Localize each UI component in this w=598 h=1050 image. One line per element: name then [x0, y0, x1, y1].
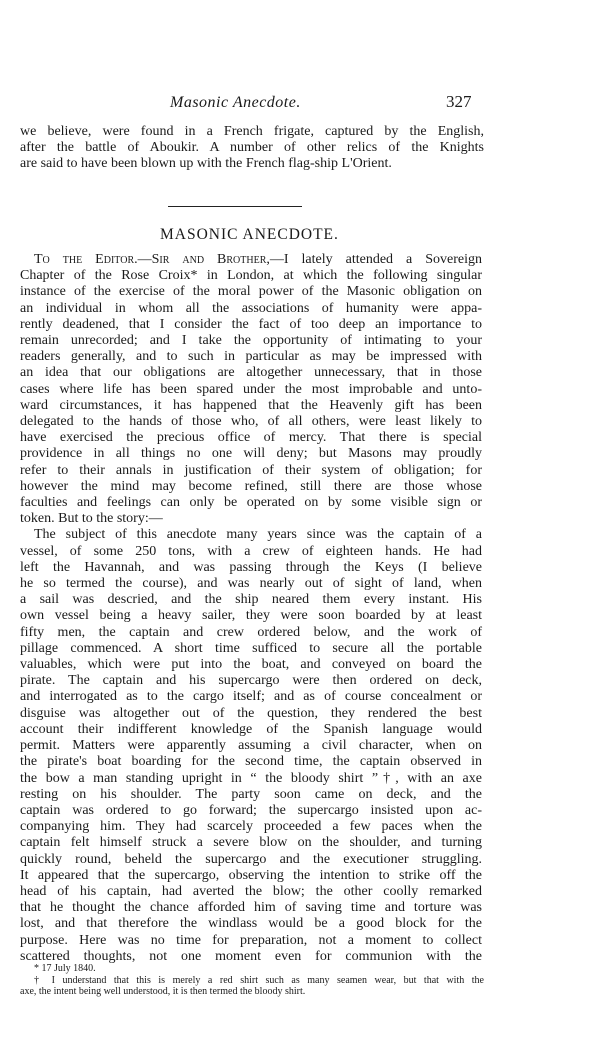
text-line: own vessel being a heavy sailer, they were soon boarded by at least — [20, 608, 482, 624]
footnote: axe, the intent being well understood, it is then termed the bloody shirt. — [20, 986, 306, 997]
text-line: the bow a man standing upright in “ the bloody shirt ”†, with an axe — [20, 770, 482, 786]
text-line: captain was ordered to go forward; the supercargo insisted upon ac- — [20, 802, 482, 818]
text-line: are said to have been blown up with the French flag-ship L'Orient. — [20, 156, 392, 172]
text-line: pillage commenced. A short time sufficed to secure all the portable — [20, 640, 482, 656]
text-line: captain felt himself struck a severe blow on the shoulder, and turning — [20, 835, 482, 851]
salutation-rest: —I lately attended a Sovereign — [269, 252, 482, 267]
text-line: quickly round, beheld the supercargo and the executioner struggling. — [20, 851, 482, 867]
text-line: an idea that our obligations are altogether unnecessary, that in those — [20, 365, 482, 381]
text-line: after the battle of Aboukir. A number of other relics of the Knights — [20, 140, 484, 156]
footnotes — [20, 963, 484, 998]
salutation-sir: Sir and Brother, — [151, 252, 270, 267]
section-heading-text: MASONIC ANECDOTE. — [160, 226, 339, 243]
text-line: providence in all things no one will deny; but Masons may proudly — [20, 446, 482, 462]
text-line: refer to their annals in justification of their system of obligation; for — [20, 462, 482, 478]
text-line: vessel, of some 250 tons, with a crew of eighteen hands. He had — [20, 543, 482, 559]
text-line: instance of the exercise of the moral power of the Masonic obligation on — [20, 284, 482, 300]
section-divider — [168, 206, 302, 207]
text-line: purpose. Here was no time for preparation, not a moment to collect — [20, 932, 482, 948]
body-lines — [20, 268, 482, 965]
text-line: resting on his shoulder. The party soon came on deck, and the — [20, 786, 482, 802]
text-line: an individual in whom all the associations of humanity were appa- — [20, 300, 482, 316]
text-line: readers generally, and to such in particular as may be impressed with — [20, 349, 482, 365]
text-line: and interrogated as to the cargo itself; and as of course concealment or — [20, 689, 482, 705]
text-line: he so termed the course), and was nearly out of sight of land, when — [20, 576, 482, 592]
running-head — [0, 92, 598, 116]
article-body — [20, 252, 482, 965]
text-line: head of his captain, had averted the blow; the other coolly remarked — [20, 883, 482, 899]
running-head-title: Masonic Anecdote. — [170, 94, 301, 111]
text-line: companying him. They had scarcely proceeded a few paces when the — [20, 819, 482, 835]
text-line: valuables, which were put into the boat, and conveyed on board the — [20, 657, 482, 673]
text-line: pirate. The captain and his supercargo were then ordered on deck, — [20, 673, 482, 689]
text-line: lost, and that therefore the windlass would be a good block for the — [20, 916, 482, 932]
text-line: that he thought the chance afforded him of saving time and torture was — [20, 900, 482, 916]
text-line: the pirate's boat boarding for the second time, the captain observed in — [20, 754, 482, 770]
text-line: disguise was altogether out of the question, they rendered the best — [20, 705, 482, 721]
text-line: have exercised the precious office of mercy. That there is special — [20, 430, 482, 446]
text-line: however the mind may become refined, still there are those whose — [20, 478, 482, 494]
text-line: faculties and feelings can only be operated on by some visible sign or — [20, 495, 482, 511]
text-line: permit. Matters were apparently assuming a civil character, when on — [20, 738, 482, 754]
page-number: 327 — [446, 92, 472, 111]
text-line: fifty men, the captain and crew ordered below, and the work of — [20, 624, 482, 640]
salutation-line — [20, 252, 482, 268]
text-line: we believe, were found in a French frigate, captured by the English, — [20, 124, 484, 139]
text-line: account their indifferent knowledge of the Spanish language would — [20, 721, 482, 737]
footnote: † I understand that this is merely a red shirt such as many seamen wear, but that with the — [34, 974, 484, 986]
text-line: cases where life has been spared under the most improbable and unto- — [20, 381, 482, 397]
text-line: Chapter of the Rose Croix* in London, at which the following singular — [20, 268, 482, 284]
text-line: remain unrecorded; and I take the opportunity of intimating to your — [20, 333, 482, 349]
text-line: ward circumstances, it has happened that the Heavenly gift has been — [20, 397, 482, 413]
footnote: * 17 July 1840. — [34, 963, 96, 974]
text-line: delegated to the hands of those who, of all others, were least likely to — [20, 414, 482, 430]
salutation-to: To the Editor. — [34, 252, 138, 267]
salutation-dash: — — [137, 252, 152, 267]
text-line: The subject of this anecdote many years since was the captain of a — [34, 527, 482, 543]
text-line: left the Havannah, and was passing through the Keys (I believe — [20, 559, 482, 575]
text-line: It appeared that the supercargo, observing the intention to strike off the — [20, 867, 482, 883]
text-line: token. But to the story:— — [20, 511, 163, 527]
text-line: scattered thoughts, not one moment even for communion with the — [20, 948, 482, 964]
intro-paragraph — [20, 124, 484, 173]
text-line: a sail was descried, and the ship neared them every instant. His — [20, 592, 482, 608]
text-line: rently deadened, that I consider the fact of too deep an importance to — [20, 316, 482, 332]
